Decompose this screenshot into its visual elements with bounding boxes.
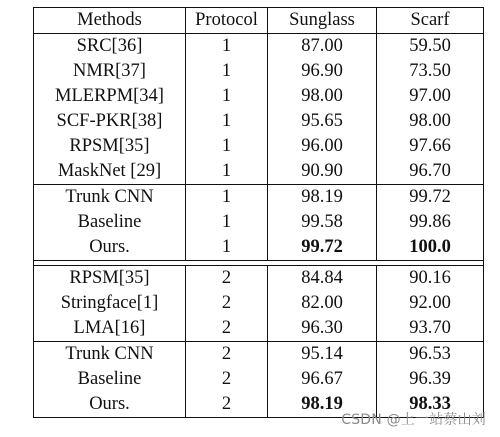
cell-scarf-best: 98.33 (409, 394, 451, 414)
cell-protocol: 2 (186, 291, 268, 316)
cell-scarf: 93.70 (409, 318, 451, 338)
cell-sunglass: 95.14 (268, 342, 377, 367)
cell-sunglass: 96.90 (268, 59, 377, 84)
cell-scarf: 73.50 (409, 61, 451, 81)
cell-scarf: 92.00 (409, 293, 451, 313)
table-row (34, 210, 483, 235)
table-row (34, 235, 483, 260)
cell-method: RPSM[35] (34, 134, 186, 159)
header-methods: Methods (34, 8, 186, 33)
cell-protocol: 1 (186, 159, 268, 184)
cell-protocol: 1 (186, 84, 268, 109)
table-row (34, 134, 483, 159)
cell-scarf: 96.70 (409, 161, 451, 181)
cell-protocol: 2 (186, 342, 268, 367)
cell-sunglass: 96.00 (268, 134, 377, 159)
cell-protocol: 1 (186, 109, 268, 134)
cell-protocol: 1 (186, 34, 268, 59)
cell-sunglass-best: 99.72 (268, 235, 377, 260)
table-row (34, 266, 483, 291)
cell-protocol: 2 (186, 266, 268, 291)
table-row (34, 34, 483, 59)
cell-sunglass: 99.58 (268, 210, 377, 235)
table-group-protocol2-prior (34, 266, 483, 341)
cell-method: Baseline (34, 367, 186, 392)
cell-scarf: 59.50 (409, 36, 451, 56)
cell-method: Stringface[1] (34, 291, 186, 316)
cell-method: MLERPM[34] (34, 84, 186, 109)
table-row (34, 84, 483, 109)
cell-sunglass: 87.00 (268, 34, 377, 59)
cell-method: Ours. (34, 235, 186, 260)
cell-scarf: 99.72 (409, 187, 451, 207)
header-scarf: Scarf (410, 10, 450, 30)
table-header-row (34, 8, 483, 34)
results-table (33, 7, 484, 418)
cell-method: RPSM[35] (34, 266, 186, 291)
table-group-protocol1-prior (34, 34, 483, 184)
cell-protocol: 1 (186, 210, 268, 235)
cell-method: SRC[36] (34, 34, 186, 59)
cell-protocol: 1 (186, 59, 268, 84)
cell-sunglass: 95.65 (268, 109, 377, 134)
cell-sunglass: 96.30 (268, 316, 377, 341)
table-row (34, 185, 483, 210)
cell-protocol: 1 (186, 235, 268, 260)
table-row (34, 316, 483, 341)
table-row (34, 59, 483, 84)
table-group-protocol2-ours (34, 342, 483, 417)
header-sunglass: Sunglass (268, 8, 377, 33)
table-group-protocol1-ours (34, 185, 483, 260)
cell-scarf: 97.66 (409, 136, 451, 156)
cell-protocol: 2 (186, 367, 268, 392)
cell-sunglass: 98.00 (268, 84, 377, 109)
cell-sunglass: 90.90 (268, 159, 377, 184)
cell-scarf: 98.00 (409, 111, 451, 131)
cell-method: MaskNet [29] (34, 159, 186, 184)
cell-protocol: 2 (186, 392, 268, 417)
table-row (34, 342, 483, 367)
cell-scarf: 99.86 (409, 212, 451, 232)
cell-method: SCF-PKR[38] (34, 109, 186, 134)
cell-scarf: 97.00 (409, 86, 451, 106)
cell-scarf: 90.16 (409, 268, 451, 288)
cell-method: Trunk CNN (34, 185, 186, 210)
cell-sunglass: 96.67 (268, 367, 377, 392)
cell-method: Ours. (34, 392, 186, 417)
cell-method: Baseline (34, 210, 186, 235)
watermark: CSDN @上一站蔡山刘 (341, 412, 486, 428)
cell-sunglass: 84.84 (268, 266, 377, 291)
cell-sunglass: 82.00 (268, 291, 377, 316)
cell-protocol: 2 (186, 316, 268, 341)
header-protocol: Protocol (186, 8, 268, 33)
cell-method: LMA[16] (34, 316, 186, 341)
cell-scarf: 96.53 (409, 344, 451, 364)
cell-scarf-best: 100.0 (409, 237, 451, 257)
cell-protocol: 1 (186, 185, 268, 210)
cell-method: NMR[37] (34, 59, 186, 84)
cell-method: Trunk CNN (34, 342, 186, 367)
cell-sunglass-best: 98.19 (268, 392, 377, 417)
table-row (34, 109, 483, 134)
table-row (34, 159, 483, 184)
cell-scarf: 96.39 (409, 369, 451, 389)
cell-protocol: 1 (186, 134, 268, 159)
table-row (34, 367, 483, 392)
table-row (34, 291, 483, 316)
cell-sunglass: 98.19 (268, 185, 377, 210)
